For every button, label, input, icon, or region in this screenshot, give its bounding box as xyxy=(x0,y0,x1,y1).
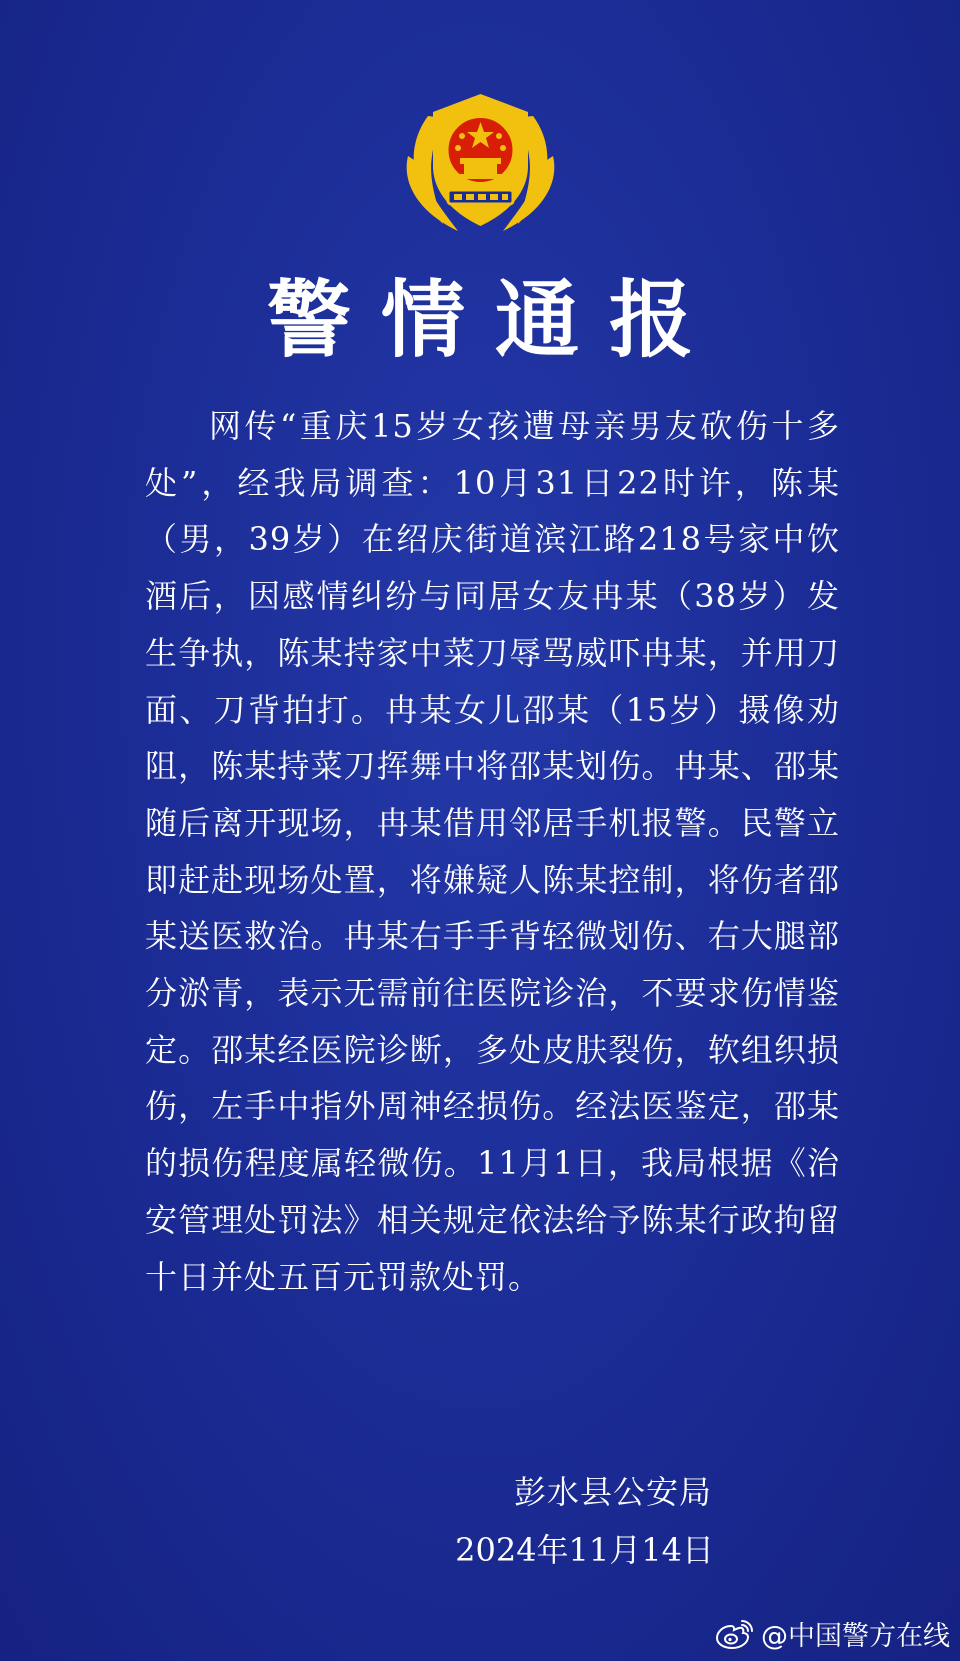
issue-date: 2024年11月14日 xyxy=(455,1531,714,1569)
watermark-text: @中国警方在线 xyxy=(761,1621,950,1652)
police-emblem-icon xyxy=(398,86,563,236)
bulletin-title: 警情通报 xyxy=(266,271,723,369)
bulletin-body xyxy=(145,398,840,1305)
issuing-authority: 彭水县公安局 xyxy=(513,1473,712,1511)
weibo-watermark xyxy=(715,1614,950,1653)
bulletin-paragraph: 网传“重庆15岁女孩遭母亲男友砍伤十多处”，经我局调查：10月31日22时许，陈某（男，39岁）在绍庆街道滨江路218号家中饮酒后，因感情纠纷与同居女友冉某（38岁）发生争执，陈某持家中菜刀辱骂威吓冉某，并用刀面、刀背拍打。冉某女儿邵某（15岁）摄像劝阻，陈某持菜刀挥舞中将邵某划伤。冉某、邵某随后离开现场，冉某借用邻居手机报警。民警立即赶赴现场处置，将嫌疑人陈某控制，将伤者邵某送医救治。冉某右手手背轻微划伤、右大腿部分淤青，表示无需前往医院诊治，不要求伤情鉴定。邵某经医院诊断，多处皮肤裂伤，软组织损伤，左手中指外周神经损伤。经法医鉴定，邵某的损伤程度属轻微伤。11月1日，我局根据《治安管理处罚法》相关规定依法给予陈某行政拘留十日并处五百元罚款处罚。 xyxy=(145,407,840,1296)
weibo-icon xyxy=(715,1618,755,1650)
